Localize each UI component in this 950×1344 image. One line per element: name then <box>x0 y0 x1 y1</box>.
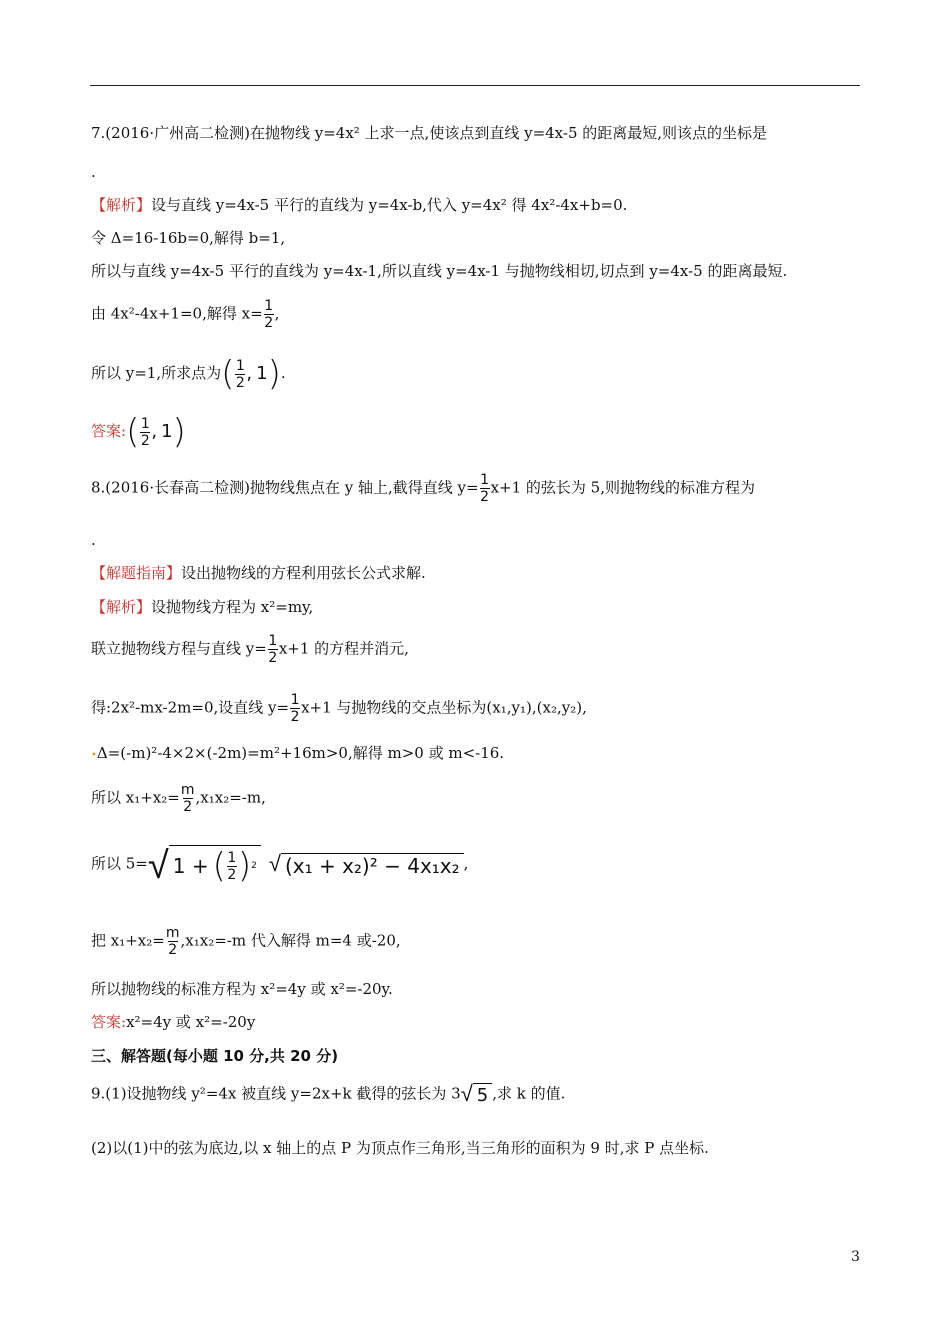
q8-analysis-line-2 <box>91 633 409 666</box>
inner-radicand: (x₁ + x₂)² − 4x₁x₂ <box>281 853 464 876</box>
q7-line5-end: . <box>280 364 286 382</box>
q8-answer <box>91 1012 255 1032</box>
q8-line6-text: 所以 5= <box>91 854 148 873</box>
numerator: 1 <box>480 472 490 488</box>
numerator: 1 <box>140 415 150 432</box>
denominator: 2 <box>480 489 490 505</box>
guide-label: 【解题指南】 <box>91 564 182 582</box>
q7-line4-text: 由 4x²-4x+1=0,解得 x= <box>91 304 263 323</box>
chord-length-formula: √ 1 + ( $\frac{1}{2}$ ) 2 √ (x₁ + x₂)² − 4x₁x₂ <box>148 845 464 884</box>
header-rule <box>90 85 860 86</box>
q8-line7-text: 把 x₁+x₂= <box>91 931 165 950</box>
fraction-m-over-2 <box>166 925 180 958</box>
q8-line4-text: Δ=(-m)²-4×2×(-2m)=m²+16m>0,解得 m>0 或 m<-16. <box>96 744 505 762</box>
denominator: 2 <box>290 709 300 725</box>
point-coordinates: ( $\frac{1}{2}$ , 1 ) <box>221 354 281 394</box>
separator: , <box>151 421 158 442</box>
q8-stem-text: 8.(2016·长春高二检测)抛物线焦点在 y 轴上,截得直线 y= <box>91 478 479 497</box>
q7-line4-end: , <box>274 304 280 323</box>
q9-part1-text: 9.(1)设抛物线 y²=4x 被直线 y=2x+k 截得的弦长为 3 <box>91 1084 461 1103</box>
q9-part1-end: ,求 k 的值. <box>492 1084 566 1103</box>
analysis-label: 【解析】 <box>91 598 152 616</box>
q8-analysis-line-7 <box>91 925 401 958</box>
q8-line2-end: x+1 的方程并消元, <box>278 639 409 658</box>
q8-blank: . <box>91 531 96 549</box>
analysis-label: 【解析】 <box>91 196 152 214</box>
q8-analysis-line-1 <box>91 597 313 617</box>
guide-text: 设出抛物线的方程利用弦长公式求解. <box>181 564 426 582</box>
q8-stem <box>91 472 755 505</box>
q7-analysis-line-3: 所以与直线 y=4x-5 平行的直线为 y=4x-1,所以直线 y=4x-1 与抛物线相切,切点到 y=4x-5 的距离最短. <box>91 262 788 280</box>
q7-analysis-line-5 <box>91 356 286 392</box>
q8-stem-text-end: x+1 的弦长为 5,则抛物线的标准方程为 <box>490 478 755 497</box>
q7-analysis-line-4 <box>91 298 279 331</box>
q8-line2-text: 联立抛物线方程与直线 y= <box>91 639 267 658</box>
point-y: 1 <box>161 421 173 442</box>
sqrt-five: √ 5 <box>461 1083 493 1106</box>
one-plus: 1 + <box>172 854 209 878</box>
q8-line3-text: 得:2x²-mx-2m=0,设直线 y= <box>91 698 290 717</box>
fraction-one-half <box>480 472 490 505</box>
section-heading: 三、解答题(每小题 10 分,共 20 分) <box>91 1047 339 1065</box>
q7-line5-text: 所以 y=1,所求点为 <box>91 364 222 382</box>
denominator: 2 <box>168 942 178 958</box>
q7-analysis-text-1: 设与直线 y=4x-5 平行的直线为 y=4x-b,代入 y=4x² 得 4x²-4x+b=0. <box>151 196 628 214</box>
numerator: 1 <box>235 357 245 374</box>
q9-part1 <box>91 1083 565 1106</box>
q8-analysis-line-3 <box>91 692 587 725</box>
numerator: 1 <box>264 298 274 314</box>
radicand: 5 <box>473 1083 492 1106</box>
q8-line7-end: ,x₁x₂=-m 代入解得 m=4 或-20, <box>180 931 401 950</box>
q8-analysis-line-8: 所以抛物线的标准方程为 x²=4y 或 x²=-20y. <box>91 980 393 998</box>
denominator: 2 <box>183 799 193 815</box>
answer-label: 答案: <box>91 422 127 440</box>
separator: , <box>246 363 253 384</box>
denominator: 2 <box>264 315 274 331</box>
numerator: m <box>165 925 180 941</box>
annotation-mark: • <box>91 750 97 761</box>
denominator: 2 <box>268 650 278 666</box>
q9-part2: (2)以(1)中的弦为底边,以 x 轴上的点 P 为顶点作三角形,当三角形的面积为 9 时,求 P 点坐标. <box>91 1139 709 1157</box>
q8-line3-end: x+1 与抛物线的交点坐标为(x₁,y₁),(x₂,y₂), <box>301 698 587 717</box>
fraction-one-half <box>268 633 278 666</box>
answer-text: x²=4y 或 x²=-20y <box>126 1013 256 1031</box>
page-number: 3 <box>851 1249 860 1265</box>
q7-analysis-line-1 <box>91 195 627 215</box>
point-y: 1 <box>256 363 268 384</box>
numerator: m <box>180 782 195 798</box>
answer-point: ( $\frac{1}{2}$ , 1 ) <box>126 412 186 452</box>
denominator: 2 <box>227 866 237 883</box>
fraction-m-over-2 <box>181 782 195 815</box>
q8-line6-end: , <box>463 854 469 873</box>
q8-analysis-text-1: 设抛物线方程为 x²=my, <box>151 598 314 616</box>
denominator: 2 <box>235 374 245 391</box>
q7-analysis-line-2: 令 Δ=16-16b=0,解得 b=1, <box>91 229 286 247</box>
numerator: 1 <box>268 633 278 649</box>
q8-guide <box>91 563 426 583</box>
q7-answer <box>91 414 186 450</box>
denominator: 2 <box>140 432 150 449</box>
q7-blank: . <box>91 163 96 181</box>
fraction-one-half <box>290 692 300 725</box>
q7-stem: 7.(2016·广州高二检测)在抛物线 y=4x² 上求一点,使该点到直线 y=4x-5 的距离最短,则该点的坐标是 <box>91 124 768 142</box>
numerator: 1 <box>290 692 300 708</box>
q8-analysis-line-5 <box>91 782 266 815</box>
q8-line5-end: ,x₁x₂=-m, <box>195 788 266 807</box>
fraction-one-half <box>264 298 274 331</box>
answer-label: 答案: <box>91 1013 127 1031</box>
q8-line5-text: 所以 x₁+x₂= <box>91 788 180 807</box>
q8-analysis-line-4 <box>91 743 504 766</box>
q8-analysis-line-6 <box>91 842 469 887</box>
half-squared: ( $\frac{1}{2}$ ) 2 <box>212 846 257 886</box>
numerator: 1 <box>227 849 237 866</box>
